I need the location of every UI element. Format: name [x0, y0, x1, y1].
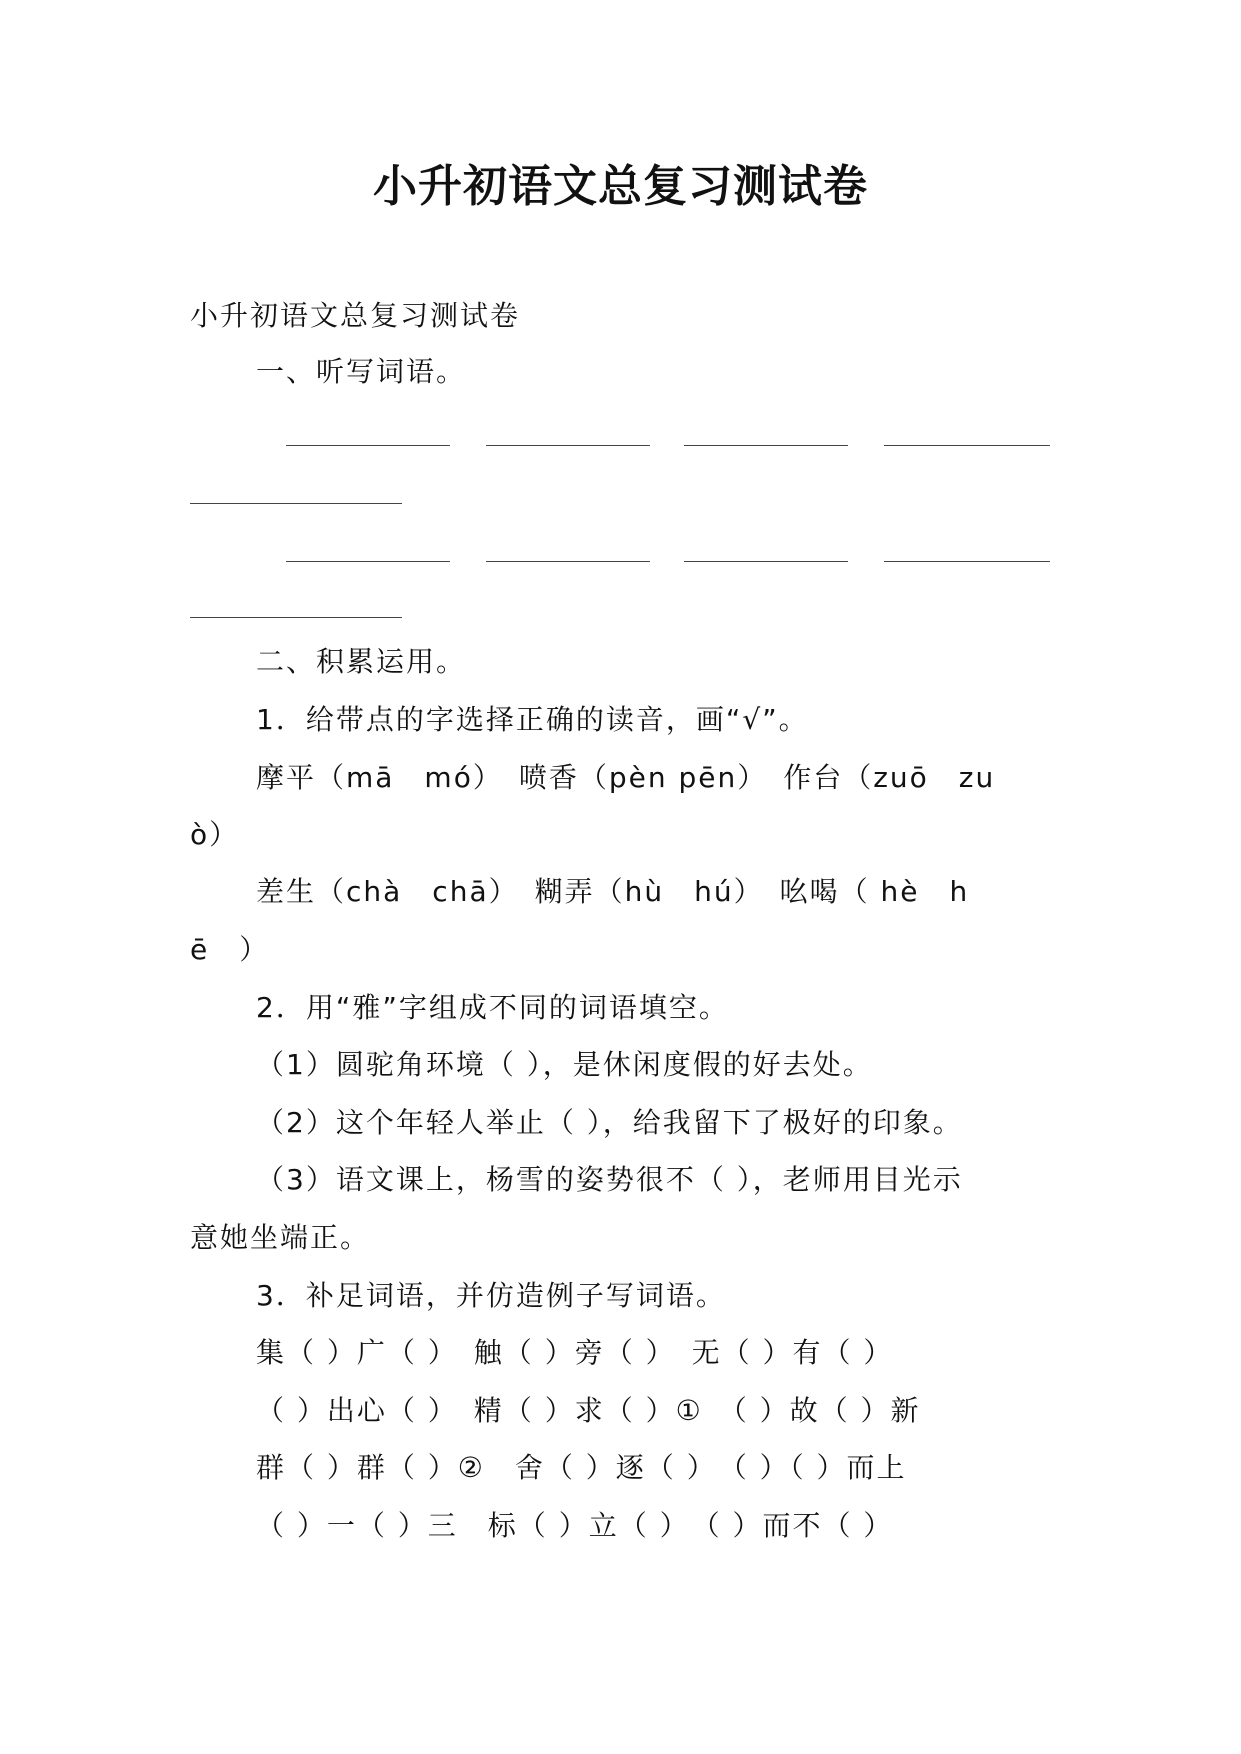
question-2-item-2: （2）这个年轻人举止（ ），给我留下了极好的印象。 — [256, 1106, 963, 1139]
section-heading-dictation: 一、听写词语。 — [256, 355, 467, 388]
dictation-blank — [684, 561, 848, 562]
dictation-blank — [684, 445, 848, 446]
question-1-prompt: 1．给带点的字选择正确的读音，画“√”。 — [256, 703, 809, 736]
dictation-blank — [190, 617, 402, 618]
dictation-blank — [486, 561, 650, 562]
section-heading-accumulation: 二、积累运用。 — [256, 645, 467, 678]
question-3-row-1: 集（ ）广（ ） 触（ ）旁（ ） 无（ ）有（ ） — [256, 1336, 894, 1369]
question-3-row-2: （ ）出心（ ） 精（ ）求（ ）① （ ）故（ ）新 — [256, 1394, 921, 1427]
question-3-prompt: 3．补足词语，并仿造例子写词语。 — [256, 1279, 726, 1312]
question-2-prompt: 2．用“雅”字组成不同的词语填空。 — [256, 991, 729, 1024]
dictation-blank — [884, 445, 1050, 446]
dictation-blank — [884, 561, 1050, 562]
question-2-item-1: （1）圆驼角环境（ ），是休闲度假的好去处。 — [256, 1048, 873, 1081]
dictation-blank — [286, 561, 450, 562]
question-1-row-1-wrap: ò） — [190, 818, 240, 851]
question-2-item-3: （3）语文课上，杨雪的姿势很不（ ），老师用目光示 — [256, 1163, 963, 1196]
dictation-blank — [486, 445, 650, 446]
question-2-item-3-wrap: 意她坐端正。 — [190, 1221, 371, 1254]
question-1-row-2: 差生（chà chā） 糊弄（hù hú） 吆喝（ hè h — [256, 875, 970, 908]
question-3-row-3: 群（ ）群（ ）② 舍（ ）逐（ ） （ ）（ ）而上 — [256, 1451, 907, 1484]
dictation-blank — [190, 503, 402, 504]
document-subtitle: 小升初语文总复习测试卷 — [190, 299, 521, 332]
question-1-row-2-wrap: ē ） — [190, 933, 270, 966]
document-title: 小升初语文总复习测试卷 — [373, 161, 868, 212]
dictation-blank — [286, 445, 450, 446]
question-1-row-1: 摩平（mā mó） 喷香（pèn pēn） 作台（zuō zu — [256, 761, 996, 794]
question-3-row-4: （ ）一（ ）三 标（ ）立（ ） （ ）而不（ ） — [256, 1509, 894, 1542]
